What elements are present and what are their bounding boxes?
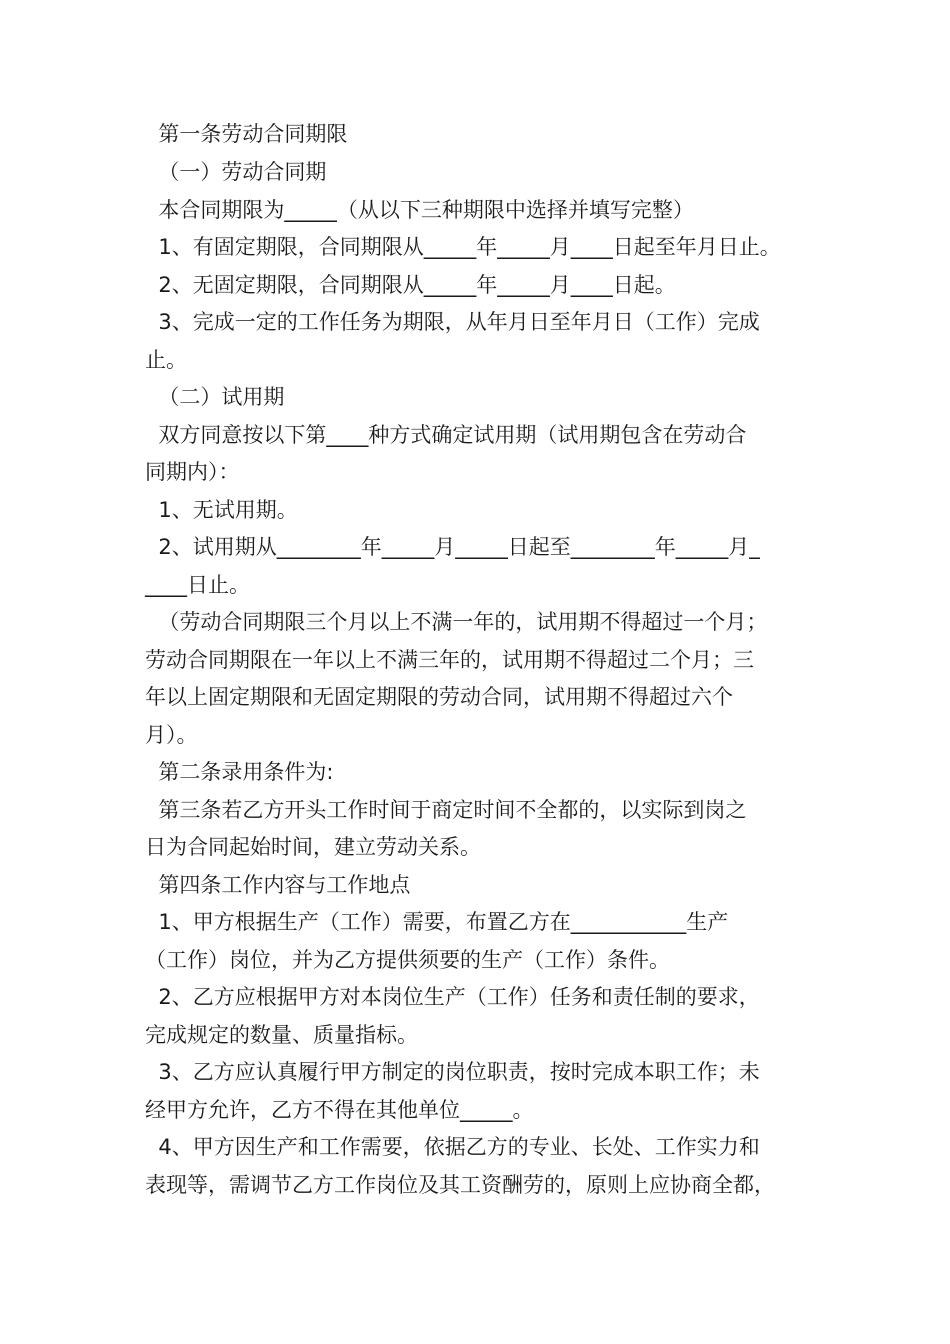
paragraph-line: 第三条若乙方开头工作时间于商定时间不全都的，以实际到岗之: [145, 798, 747, 822]
paragraph-line: ____日止。: [145, 573, 250, 597]
paragraph-line: 1、有固定期限，合同期限从_____年_____月____日起至年月日止。: [145, 235, 781, 259]
paragraph-line: 日为合同起始时间，建立劳动关系。: [145, 835, 481, 859]
article-2-heading: 第二条录用条件为:: [145, 760, 334, 784]
section-1-heading: （一）劳动合同期: [145, 160, 327, 184]
paragraph-line: 3、乙方应认真履行甲方制定的岗位职责，按时完成本职工作；未: [145, 1060, 760, 1084]
article-4-heading: 第四条工作内容与工作地点: [145, 873, 411, 897]
paragraph-line: 劳动合同期限在一年以上不满三年的，试用期不得超过二个月；三: [145, 648, 754, 672]
paragraph-line: 2、试用期从________年_____月_____日起至________年_____月_: [145, 535, 760, 559]
paragraph-line: （劳动合同期限三个月以上不满一年的，试用期不得超过一个月；: [145, 610, 768, 634]
article-1-heading: 第一条劳动合同期限: [145, 122, 348, 146]
paragraph-line: （工作）岗位，并为乙方提供须要的生产（工作）条件。: [145, 948, 670, 972]
paragraph-line: 同期内）：: [145, 460, 240, 484]
paragraph-line: 表现等，需调节乙方工作岗位及其工资酬劳的，原则上应协商全都，: [145, 1173, 775, 1197]
paragraph-line: 经甲方允许，乙方不得在其他单位_____。: [145, 1098, 534, 1122]
paragraph-line: 止。: [145, 348, 187, 372]
paragraph-line: 双方同意按以下第____种方式确定试用期（试用期包含在劳动合: [145, 423, 747, 447]
paragraph-line: 完成规定的数量、质量指标。: [145, 1023, 418, 1047]
paragraph-line: 2、乙方应根据甲方对本岗位生产（工作）任务和责任制的要求，: [145, 985, 760, 1009]
section-2-heading: （二）试用期: [145, 385, 285, 409]
paragraph-line: 月）。: [145, 723, 198, 747]
paragraph-line: 本合同期限为_____（从以下三种期限中选择并填写完整）: [145, 198, 694, 222]
paragraph-line: 2、无固定期限，合同期限从_____年_____月____日起。: [145, 273, 676, 297]
paragraph-line: 3、完成一定的工作任务为期限，从年月日至年月日（工作）完成: [145, 310, 760, 334]
paragraph-line: 1、甲方根据生产（工作）需要，布置乙方在___________生产: [145, 910, 729, 934]
paragraph-line: 年以上固定期限和无固定期限的劳动合同，试用期不得超过六个: [145, 685, 733, 709]
paragraph-line: 4、甲方因生产和工作需要，依据乙方的专业、长处、工作实力和: [145, 1135, 760, 1159]
paragraph-line: 1、无试用期。: [145, 498, 298, 522]
